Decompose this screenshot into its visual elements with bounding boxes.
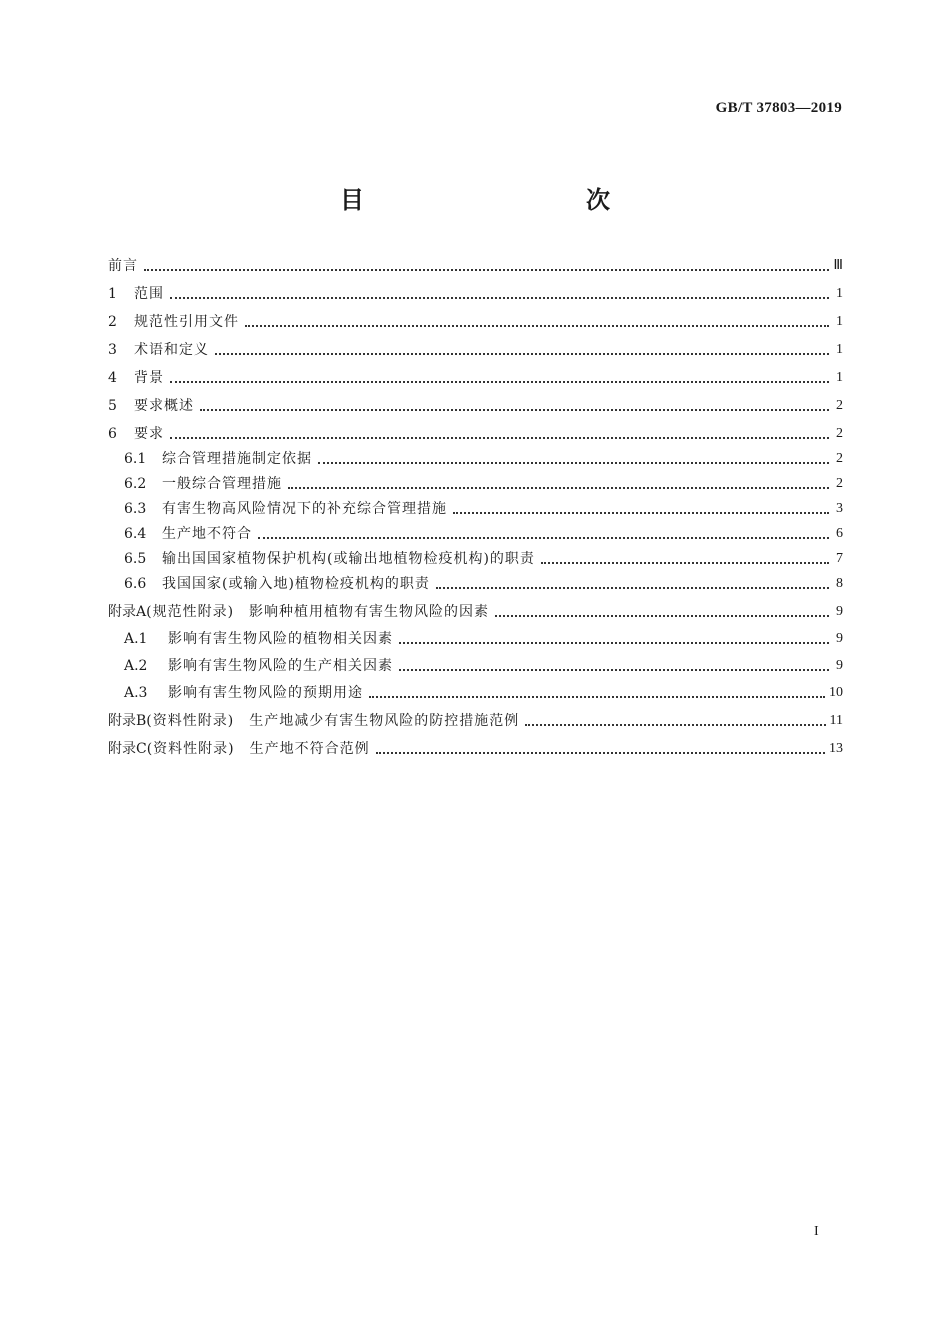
toc-entry-number: A.2 xyxy=(124,658,148,674)
toc-entry-number: A.3 xyxy=(124,685,148,701)
toc-entry-number: 附录C xyxy=(108,741,147,757)
toc-entry-number: 6.4 xyxy=(124,526,147,542)
toc-leader xyxy=(436,587,829,589)
toc-entry-label: 影响有害生物风险的预期用途 xyxy=(168,685,363,701)
toc-leader xyxy=(453,512,829,514)
toc-entry-6-4[interactable] xyxy=(108,525,843,543)
toc-entry-label: 一般综合管理措施 xyxy=(162,476,282,492)
toc-entry-page: 2 xyxy=(836,451,843,466)
toc-entry-a-1[interactable] xyxy=(108,630,843,648)
toc-entry-annex-a[interactable] xyxy=(108,603,843,621)
table-of-contents xyxy=(108,257,843,758)
toc-entry-6-6[interactable] xyxy=(108,575,843,593)
toc-leader xyxy=(369,696,825,698)
toc-leader xyxy=(525,724,825,726)
toc-entry-number: 附录B xyxy=(108,713,147,729)
toc-entry-label: 生产地不符合 xyxy=(162,526,252,542)
toc-entry-label: (资料性附录) 生产地减少有害生物风险的防控措施范例 xyxy=(146,713,520,729)
toc-entry-label: 规范性引用文件 xyxy=(134,314,239,330)
toc-entry-label: (规范性附录) 影响种植用植物有害生物风险的因素 xyxy=(146,604,490,620)
toc-entry-label: (资料性附录) 生产地不符合范例 xyxy=(146,741,370,757)
toc-entry-page: 2 xyxy=(836,476,843,491)
toc-entry-number: 5 xyxy=(108,398,117,414)
toc-entry-a-2[interactable] xyxy=(108,657,843,675)
toc-entry-page: 2 xyxy=(836,398,843,413)
toc-entry-annex-b[interactable] xyxy=(108,712,843,730)
toc-entry-6-2[interactable] xyxy=(108,475,843,493)
toc-leader xyxy=(318,462,829,464)
toc-leader xyxy=(200,409,829,411)
page-number: I xyxy=(814,1224,819,1239)
toc-leader xyxy=(170,297,829,299)
toc-entry-number: 4 xyxy=(108,370,117,386)
toc-entry-number: 2 xyxy=(108,314,117,330)
toc-entry-number: 1 xyxy=(108,286,117,302)
toc-entry-6-3[interactable] xyxy=(108,500,843,518)
toc-entry-page: 1 xyxy=(836,314,843,329)
toc-entry-number: 6.3 xyxy=(124,501,147,517)
toc-entry-page: 2 xyxy=(836,426,843,441)
toc-entry-label: 影响有害生物风险的生产相关因素 xyxy=(168,658,393,674)
toc-entry-4[interactable] xyxy=(108,369,843,387)
toc-entry-number: 附录A xyxy=(108,604,147,620)
toc-entry-number: 3 xyxy=(108,342,117,358)
toc-entry-page: 11 xyxy=(829,713,843,728)
toc-leader xyxy=(376,752,825,754)
toc-entry-page: 10 xyxy=(829,685,843,700)
toc-entry-page: 13 xyxy=(829,741,843,756)
toc-entry-5[interactable] xyxy=(108,397,843,415)
toc-entry-label: 我国国家(或输入地)植物检疫机构的职责 xyxy=(162,576,430,592)
toc-entry-label: 综合管理措施制定依据 xyxy=(162,451,312,467)
toc-entry-page: 9 xyxy=(836,631,843,646)
toc-entry-label: 输出国国家植物保护机构(或输出地植物检疫机构)的职责 xyxy=(162,551,535,567)
toc-leader xyxy=(144,269,829,271)
toc-entry-label: 要求概述 xyxy=(134,398,194,414)
toc-entry-number: A.1 xyxy=(124,631,148,647)
page-title: 目 次 xyxy=(340,186,668,214)
toc-entry-label: 术语和定义 xyxy=(134,342,209,358)
toc-leader xyxy=(399,669,829,671)
toc-entry-page: 1 xyxy=(836,370,843,385)
standard-code: GB/T 37803—2019 xyxy=(715,100,842,116)
toc-entry-6-5[interactable] xyxy=(108,550,843,568)
toc-leader xyxy=(288,487,829,489)
toc-leader xyxy=(495,615,829,617)
toc-leader xyxy=(170,437,829,439)
toc-entry-number: 6.1 xyxy=(124,451,147,467)
toc-leader xyxy=(170,381,829,383)
toc-leader xyxy=(215,353,829,355)
toc-entry-page: Ⅲ xyxy=(833,258,843,273)
toc-entry-number: 6.2 xyxy=(124,476,147,492)
toc-entry-foreword[interactable] xyxy=(108,257,843,275)
toc-entry-page: 7 xyxy=(836,551,843,566)
toc-entry-2[interactable] xyxy=(108,313,843,331)
toc-entry-label: 要求 xyxy=(134,426,164,442)
toc-entry-page: 6 xyxy=(836,526,843,541)
toc-leader xyxy=(245,325,829,327)
toc-entry-page: 9 xyxy=(836,604,843,619)
toc-entry-label: 背景 xyxy=(134,370,164,386)
toc-entry-annex-c[interactable] xyxy=(108,740,843,758)
toc-leader xyxy=(399,642,829,644)
toc-entry-page: 1 xyxy=(836,342,843,357)
toc-entry-page: 1 xyxy=(836,286,843,301)
toc-leader xyxy=(258,537,829,539)
toc-entry-number: 6.6 xyxy=(124,576,147,592)
toc-entry-label: 有害生物高风险情况下的补充综合管理措施 xyxy=(162,501,447,517)
toc-entry-label: 前言 xyxy=(108,258,138,274)
toc-entry-3[interactable] xyxy=(108,341,843,359)
toc-leader xyxy=(541,562,829,564)
toc-entry-6-1[interactable] xyxy=(108,450,843,468)
toc-entry-a-3[interactable] xyxy=(108,684,843,702)
toc-entry-label: 影响有害生物风险的植物相关因素 xyxy=(168,631,393,647)
toc-entry-label: 范围 xyxy=(134,286,164,302)
toc-entry-page: 3 xyxy=(836,501,843,516)
toc-entry-page: 8 xyxy=(836,576,843,591)
toc-entry-number: 6.5 xyxy=(124,551,147,567)
toc-entry-1[interactable] xyxy=(108,285,843,303)
toc-entry-number: 6 xyxy=(108,426,117,442)
toc-entry-page: 9 xyxy=(836,658,843,673)
toc-entry-6[interactable] xyxy=(108,425,843,443)
